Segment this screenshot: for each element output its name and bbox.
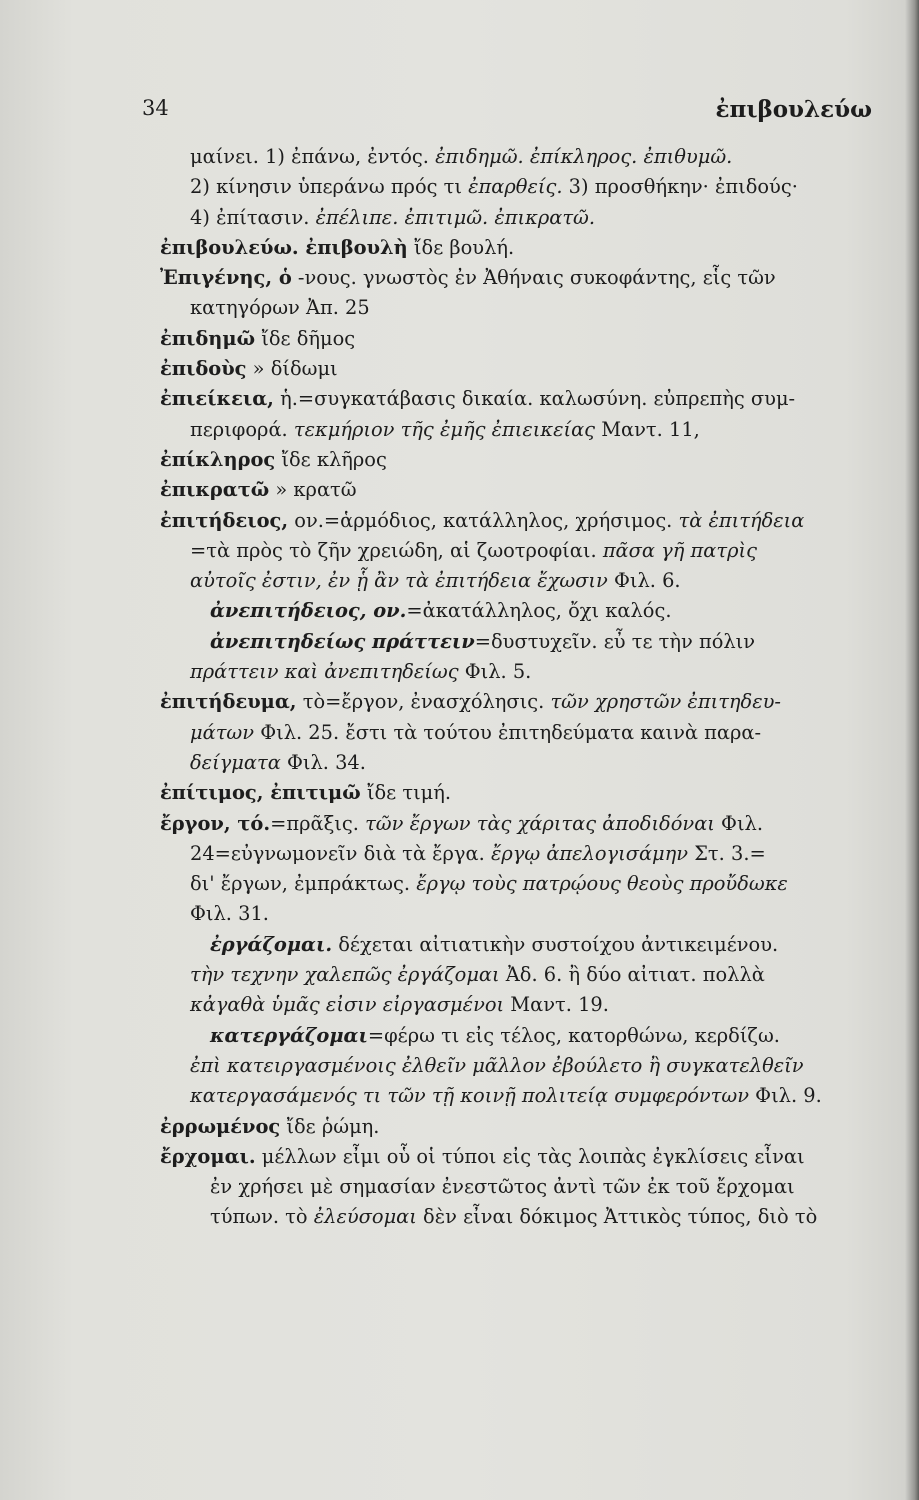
dictionary-entry: ἐπιείκεια, ἡ.=συγκατάβασις δικαία. καλωσύνη. εὐπρεπὴς συμ- (160, 387, 796, 411)
text-line: =τὰ πρὸς τὸ ζῆν χρειώδη, αἱ ζωοτροφίαι. πᾶσα γῆ πατρὶς (190, 538, 757, 562)
text-line: 24=εὐγνωμονεῖν διὰ τὰ ἔργα. ἔργῳ ἀπελογισάμην Στ. 3.= (190, 841, 766, 865)
dictionary-entry: ἐπίκληρος ἴδε κλῆρος (160, 447, 387, 471)
sub-entry: ἀνεπιτηδείως πράττειν=δυστυχεῖν. εὖ τε τὴν πόλιν (210, 629, 756, 653)
dictionary-entry: ἐπιτήδευμα, τὸ=ἔργον, ἐνασχόλησις. τῶν χρηστῶν ἐπιτηδευ- (160, 690, 781, 714)
dictionary-entry: ἐπιδημῶ ἴδε δῆμος (160, 326, 356, 350)
dictionary-entry: Ἐπιγένης, ὁ -νους. γνωστὸς ἐν Ἀθήναις συκοφάντης, εἷς τῶν (160, 266, 776, 290)
text-line: 4) ἐπίτασιν. ἐπέλιπε. ἐπιτιμῶ. ἐπικρατῶ. (190, 205, 596, 229)
text-line: πράττειν καὶ ἀνεπιτηδείως Φιλ. 5. (190, 660, 532, 684)
text-line: Φιλ. 31. (190, 902, 269, 926)
dictionary-entry: ἐπιτήδειος, ον.=ἁρμόδιος, κατάλληλος, χρήσιμος. τὰ ἐπιτήδεια (160, 508, 805, 532)
text-line: μαίνει. 1) ἐπάνω, ἐντός. ἐπιδημῶ. ἐπίκληρος. ἐπιθυμῶ. (190, 145, 733, 168)
text-line: 2) κίνησιν ὑπεράνω πρός τι ἐπαρθείς. 3) προσθήκην· ἐπιδούς· (190, 175, 798, 199)
page-header (142, 96, 872, 130)
sub-entry: ἐργάζομαι. δέχεται αἰτιατικὴν συστοίχου ἀντικειμένου. (210, 932, 779, 956)
text-line: μάτων Φιλ. 25. ἔστι τὰ τούτου ἐπιτηδεύματα καινὰ παρα- (190, 720, 762, 744)
dictionary-body (160, 142, 882, 1233)
dictionary-entry: ἔρχομαι. μέλλων εἶμι οὗ οἱ τύποι εἰς τὰς λοιπὰς ἐγκλίσεις εἶναι (160, 1144, 805, 1168)
text-line: τὴν τεχνην χαλεπῶς ἐργάζομαι Ἀδ. 6. ἢ δύο αἰτιατ. πολλὰ (190, 963, 765, 987)
running-head: ἐπιβουλεύω (715, 96, 872, 123)
sub-entry: ἀνεπιτήδειος, ον.=ἀκατάλληλος, ὄχι καλός. (210, 599, 672, 623)
dictionary-entry: ἐρρωμένος ἴδε ῥώμη. (160, 1114, 380, 1138)
text-line: αὐτοῖς ἐστιν, ἐν ᾗ ἂν τὰ ἐπιτήδεια ἔχωσιν Φιλ. 6. (190, 569, 681, 593)
text-line: ἐπὶ κατειργασμένοις ἐλθεῖν μᾶλλον ἐβούλετο ἢ συγκατελθεῖν (190, 1053, 804, 1077)
text-line: δείγματα Φιλ. 34. (190, 750, 366, 774)
text-line: κατεργασάμενός τι τῶν τῇ κοινῇ πολιτείᾳ συμφερόντων Φιλ. 9. (190, 1084, 822, 1108)
page-edge-shadow (905, 0, 919, 1500)
dictionary-entry: ἔργον, τό.=πρᾶξις. τῶν ἔργων τὰς χάριτας ἀποδιδόναι Φιλ. (160, 811, 764, 835)
dictionary-entry: ἐπίτιμος, ἐπιτιμῶ ἴδε τιμή. (160, 781, 452, 805)
dictionary-entry: ἐπιδοὺς » δίδωμι (160, 357, 338, 381)
text-line: ἐν χρήσει μὲ σημασίαν ἐνεστῶτος ἀντὶ τῶν ἐκ τοῦ ἔρχομαι (210, 1175, 795, 1199)
text-line: δι' ἔργων, ἐμπράκτως. ἔργῳ τοὺς πατρῴους θεοὺς προὔδωκε (190, 872, 788, 896)
dictionary-entry: ἐπιβουλεύω. ἐπιβουλὴ ἴδε βουλή. (160, 235, 515, 259)
text-line: τύπων. τὸ ἐλεύσομαι δὲν εἶναι δόκιμος Ἀττικὸς τύπος, διὸ τὸ (210, 1205, 818, 1229)
text-line: κἀγαθὰ ὑμᾶς εἰσιν εἰργασμένοι Μαντ. 19. (190, 993, 609, 1017)
text-line: κατηγόρων Ἀπ. 25 (190, 296, 370, 320)
dictionary-entry: ἐπικρατῶ » κρατῶ (160, 478, 357, 502)
page-number: 34 (142, 96, 169, 120)
text-line: περιφορά. τεκμήριον τῆς ἐμῆς ἐπιεικείας Μαντ. 11, (190, 417, 700, 441)
sub-entry: κατεργάζομαι=φέρω τι εἰς τέλος, κατορθώνω, κερδίζω. (210, 1023, 780, 1047)
